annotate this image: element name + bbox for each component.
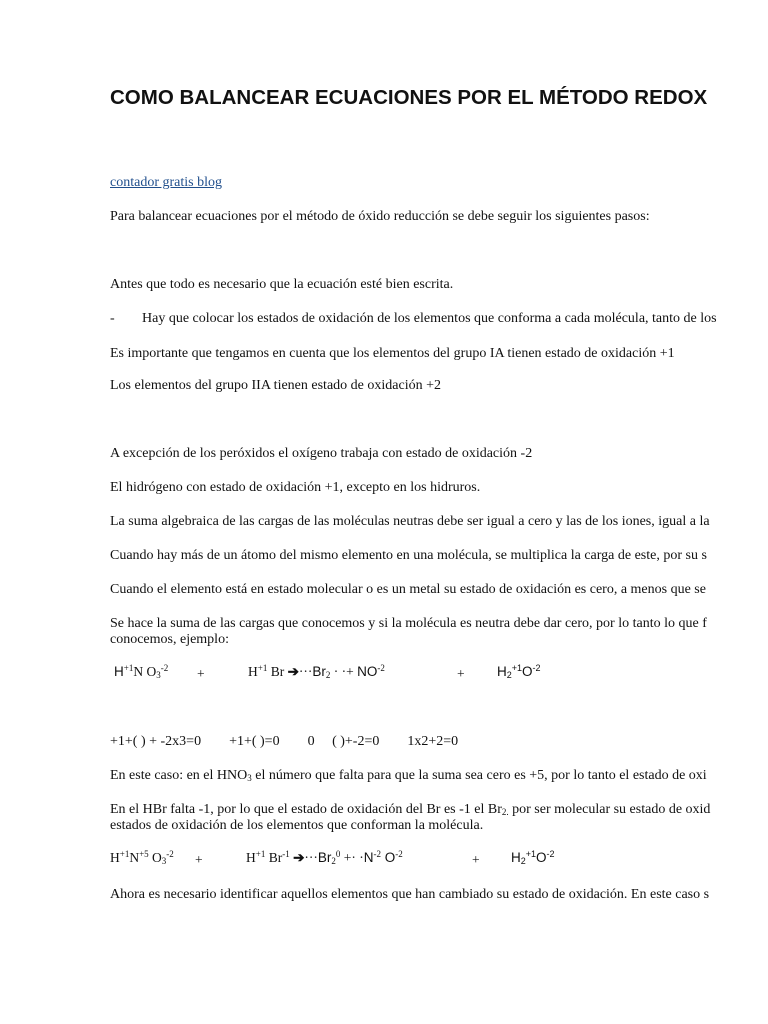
equation-2 xyxy=(110,850,174,866)
eq2-mid: +· · xyxy=(340,850,364,865)
paragraph-hbr-line2: estados de oxidación de los elementos que conforman la molécula. xyxy=(110,818,484,833)
paragraph-oxygen: A excepción de los peróxidos el oxígeno trabaja con estado de oxidación -2 xyxy=(110,446,533,461)
eq2-o3-ox: -2 xyxy=(546,849,555,859)
eq2-h2-ox: +1 xyxy=(525,849,537,859)
eq2-hbr-h: H xyxy=(246,850,256,865)
arrow-icon: ➔ xyxy=(293,850,305,865)
paragraph-hno3-b: el número que falta para que la suma sea cero es +5, por lo tanto el estado de oxi xyxy=(251,768,707,783)
eq2-br2: Br xyxy=(317,850,332,865)
paragraph-hbr xyxy=(110,801,710,818)
eq2-hbr-ox: +1 xyxy=(255,849,266,859)
eq1-plus-2: + xyxy=(457,666,465,681)
eq1-o2-ox: -2 xyxy=(532,663,541,673)
eq2-br: Br xyxy=(265,850,283,865)
eq2-o2: O xyxy=(381,850,396,865)
eq1-hbr-h: H xyxy=(248,664,258,679)
eq2-h2o xyxy=(511,850,555,866)
eq2-hbr xyxy=(246,850,403,866)
eq1-h2: H xyxy=(497,664,507,679)
eq2-n-ox: +5 xyxy=(139,849,149,859)
paragraph-hbr-b: por ser molecular su estado de oxid xyxy=(508,802,711,817)
eq2-n: N xyxy=(129,850,140,865)
eq2-plus-1: + xyxy=(195,852,203,867)
paragraph-hbr-sub: 2. xyxy=(501,807,509,817)
eq1-o: O xyxy=(522,664,533,679)
eq1-h2o xyxy=(497,664,541,680)
eq2-h2: H xyxy=(511,850,521,865)
paragraph-identify-changes: Ahora es necesario identificar aquellos elementos que han cambiado su estado de oxidación. En este caso s xyxy=(110,887,710,902)
eq1-hbr-ox: +1 xyxy=(257,663,268,673)
eq2-o-sub: 3 xyxy=(161,856,167,866)
eq1-no: NO xyxy=(357,664,378,679)
paragraph-group-iia: Los elementos del grupo IIA tienen estado de oxidación +2 xyxy=(110,378,441,393)
eq1-o-sub: 3 xyxy=(156,670,161,680)
oxidation-sums: +1+( ) + -2x3=0 +1+( )=0 0 ( )+-2=0 1x2+2=0 xyxy=(110,734,459,749)
eq2-h-ox: +1 xyxy=(119,849,130,859)
eq2-o2-ox: -2 xyxy=(395,849,403,859)
eq1-o-ox: -2 xyxy=(160,663,169,673)
eq1-hbr xyxy=(248,664,385,680)
document-title: COMO BALANCEAR ECUACIONES POR EL MÉTODO REDOX xyxy=(110,86,708,109)
paragraph-hno3-a: En este caso: en el HNO xyxy=(110,768,248,783)
paragraph-hydrogen: El hidrógeno con estado de oxidación +1, excepto en los hidruros. xyxy=(110,480,481,495)
eq1-h-ox: +1 xyxy=(123,663,134,673)
eq2-h2-sub: 2 xyxy=(520,856,526,866)
eq1-mid: · ·+ xyxy=(330,664,358,679)
eq1-br2: Br xyxy=(312,664,326,679)
eq1-br: Br xyxy=(267,664,288,679)
arrow-icon: ➔ xyxy=(287,664,299,679)
eq2-br-ox: -1 xyxy=(282,849,290,859)
eq1-n: N O xyxy=(133,664,157,679)
eq2-br2-sub: 2 xyxy=(331,856,336,866)
eq1-h2-sub: 2 xyxy=(506,670,512,680)
eq2-dots: ··· xyxy=(304,850,318,865)
eq1-h2-ox: +1 xyxy=(511,663,523,673)
eq2-h: H xyxy=(110,850,120,865)
bullet-dash: - xyxy=(110,311,115,326)
paragraph-sum-charges-line2: conocemos, ejemplo: xyxy=(110,632,229,647)
paragraph-multiple-atoms: Cuando hay más de un átomo del mismo elemento en una molécula, se multiplica la carga de este, por su s xyxy=(110,548,707,563)
eq1-dots: ··· xyxy=(298,664,313,679)
contador-link[interactable]: contador gratis blog xyxy=(110,175,222,190)
eq1-br2-sub: 2 xyxy=(325,670,331,680)
eq2-o3: O xyxy=(536,850,547,865)
eq1-no-ox: -2 xyxy=(377,663,385,673)
eq2-o: O xyxy=(148,850,162,865)
paragraph-step-2: Hay que colocar los estados de oxidación de los elementos que conforma a cada molécula, tanto de los xyxy=(142,311,717,326)
paragraph-hno3-sub: 3 xyxy=(247,773,252,783)
paragraph-hbr-a: En el HBr falta -1, por lo que el estado de oxidación del Br es -1 el Br xyxy=(110,802,502,817)
paragraph-step-1: Antes que todo es necesario que la ecuación esté bien escrita. xyxy=(110,277,454,292)
paragraph-algebraic-sum: La suma algebraica de las cargas de las moléculas neutras debe ser igual a cero y las de los iones, igual a la xyxy=(110,514,710,529)
eq2-n2: N xyxy=(363,850,374,865)
eq2-br2-ox: 0 xyxy=(335,849,341,859)
eq2-n2-ox: -2 xyxy=(373,849,381,859)
eq2-plus-2: + xyxy=(472,852,480,867)
eq1-h: H xyxy=(114,664,124,679)
equation-1 xyxy=(114,664,168,680)
paragraph-sum-charges-line1: Se hace la suma de las cargas que conocemos y si la molécula es neutra debe dar cero, por lo tanto lo que f xyxy=(110,616,707,631)
paragraph-intro: Para balancear ecuaciones por el método de óxido reducción se debe seguir los siguientes pasos: xyxy=(110,209,650,224)
paragraph-hno3 xyxy=(110,767,707,784)
eq1-plus-1: + xyxy=(197,666,205,681)
eq2-o-ox: -2 xyxy=(166,849,174,859)
paragraph-group-ia: Es importante que tengamos en cuenta que los elementos del grupo IA tienen estado de oxidación +1 xyxy=(110,346,675,361)
paragraph-molecular-state: Cuando el elemento está en estado molecular o es un metal su estado de oxidación es cero, a menos que se xyxy=(110,582,706,597)
